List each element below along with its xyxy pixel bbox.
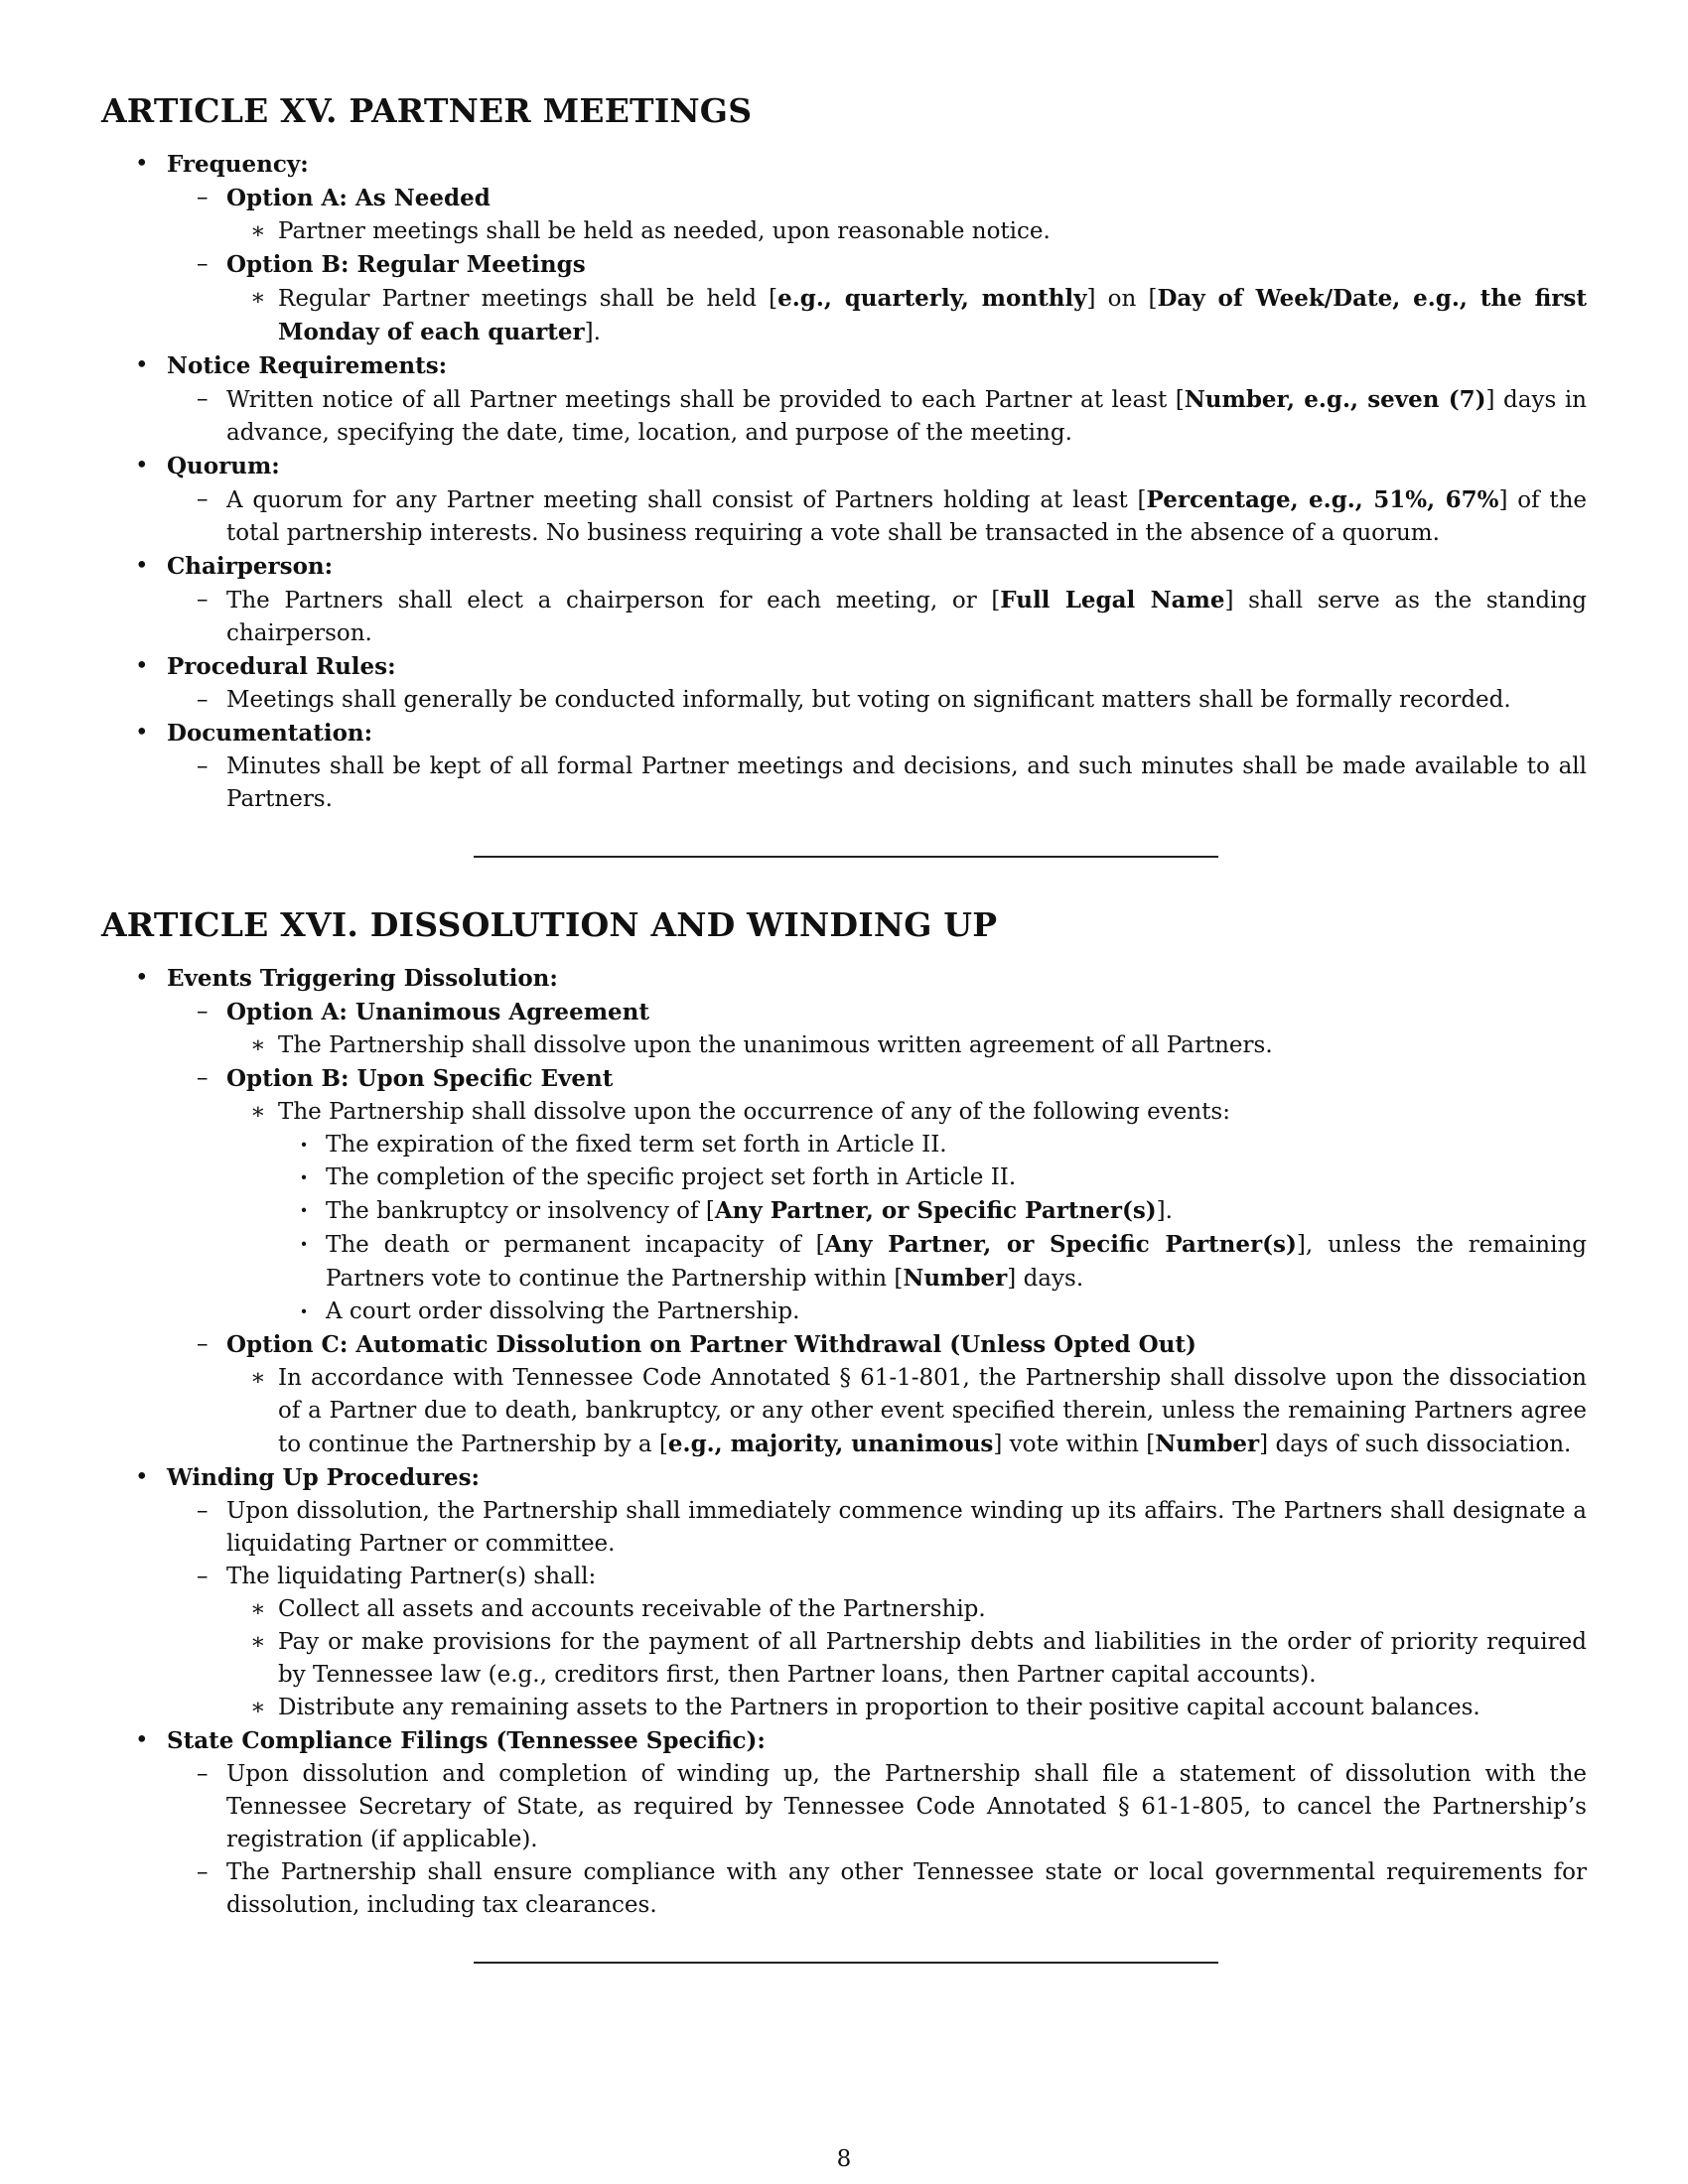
event-item: · The death or permanent incapacity of [Any Partner, or Specific Partner(s)], unless the remaining Partners vote to continue the Partnership within [Number] days. — [101, 1228, 1587, 1296]
event-item: · The expiration of the fixed term set forth in Article II. — [101, 1129, 1587, 1161]
quorum-text: – A quorum for any Partner meeting shall consist of Partners holding at least [Percentage, e.g., 51%, 67%] of the total partnership interests. No business requiring a vote shall be transacted in the absence of a quorum. — [101, 483, 1587, 550]
event-item: · The completion of the specific project set forth in Article II. — [101, 1161, 1587, 1194]
frequency-item: • Frequency: — [101, 148, 1587, 182]
option-a-text: ∗ Partner meetings shall be held as needed, upon reasonable notice. — [101, 215, 1587, 248]
option-c-automatic: – Option C: Automatic Dissolution on Partner Withdrawal (Unless Opted Out) — [101, 1328, 1587, 1362]
option-c-text: ∗ In accordance with Tennessee Code Annotated § 61-1-801, the Partnership shall dissolve upon the dissociation of a Partner due to death, bankruptcy, or any other event specified therein, unless the remaining Partners agree to continue the Partnership by a [e.g., majority, unanimous] vote within [Number] days of such dissociation. — [101, 1362, 1587, 1461]
option-b-specific-text: ∗ The Partnership shall dissolve upon the occurrence of any of the following events: — [101, 1096, 1587, 1129]
documentation-item: • Documentation: — [101, 717, 1587, 751]
event-item: · A court order dissolving the Partnership. — [101, 1296, 1587, 1328]
quorum-item: • Quorum: — [101, 450, 1587, 483]
chairperson-item: • Chairperson: — [101, 550, 1587, 584]
events-triggering-item: • Events Triggering Dissolution: — [101, 962, 1587, 996]
procedural-rules-text: – Meetings shall generally be conducted informally, but voting on significant matters shall be formally recorded. — [101, 684, 1587, 717]
event-item: · The bankruptcy or insolvency of [Any Partner, or Specific Partner(s)]. — [101, 1194, 1587, 1228]
section-divider — [474, 1962, 1218, 1964]
option-b-specific-event: – Option B: Upon Specific Event — [101, 1062, 1587, 1096]
article-15-heading: ARTICLE XV. PARTNER MEETINGS — [101, 91, 753, 130]
state-compliance-text: – Upon dissolution and completion of winding up, the Partnership shall file a statement of dissolution with the Tennessee Secretary of State, as required by Tennessee Code Annotated § 61-1-805, to cancel the Partnership’s registration (if applicable). — [101, 1758, 1587, 1856]
document-page — [101, 91, 1587, 2011]
option-b-text: ∗ Regular Partner meetings shall be held [e.g., quarterly, monthly] on [Day of Week/Date, e.g., the first Monday of each quarter]. — [101, 282, 1587, 349]
section-divider — [474, 856, 1218, 858]
option-a-unanimous: – Option A: Unanimous Agreement — [101, 996, 1587, 1029]
liquidation-step: ∗ Distribute any remaining assets to the Partners in proportion to their positive capital account balances. — [101, 1692, 1587, 1724]
documentation-text: – Minutes shall be kept of all formal Partner meetings and decisions, and such minutes shall be made available to all Partners. — [101, 751, 1587, 816]
chairperson-text: – The Partners shall elect a chairperson for each meeting, or [Full Legal Name] shall serve as the standing chairperson. — [101, 584, 1587, 650]
notice-requirements-item: • Notice Requirements: — [101, 349, 1587, 383]
notice-text: – Written notice of all Partner meetings shall be provided to each Partner at least [Number, e.g., seven (7)] days in advance, specifying the date, time, location, and purpose of the meeting. — [101, 383, 1587, 450]
option-a-as-needed: – Option A: As Needed — [101, 182, 1587, 215]
winding-up-item: • Winding Up Procedures: — [101, 1461, 1587, 1495]
procedural-rules-item: • Procedural Rules: — [101, 650, 1587, 684]
liquidation-step: ∗ Pay or make provisions for the payment of all Partnership debts and liabilities in the order of priority required by Tennessee law (e.g., creditors first, then Partner loans, then Partner capital accounts). — [101, 1626, 1587, 1692]
liquidating-partner-text: – The liquidating Partner(s) shall: — [101, 1561, 1587, 1593]
page-number: 8 — [836, 2146, 852, 2172]
state-compliance-item: • State Compliance Filings (Tennessee Specific): — [101, 1724, 1587, 1758]
article-16-heading: ARTICLE XVI. DISSOLUTION AND WINDING UP — [101, 905, 998, 944]
liquidation-step: ∗ Collect all assets and accounts receivable of the Partnership. — [101, 1593, 1587, 1626]
option-b-regular-meetings: – Option B: Regular Meetings — [101, 248, 1587, 282]
winding-up-text: – Upon dissolution, the Partnership shall immediately commence winding up its affairs. The Partners shall designate a liquidating Partner or committee. — [101, 1495, 1587, 1561]
option-a-unanimous-text: ∗ The Partnership shall dissolve upon the unanimous written agreement of all Partners. — [101, 1029, 1587, 1062]
state-compliance-text: – The Partnership shall ensure compliance with any other Tennessee state or local governmental requirements for dissolution, including tax clearances. — [101, 1856, 1587, 1922]
